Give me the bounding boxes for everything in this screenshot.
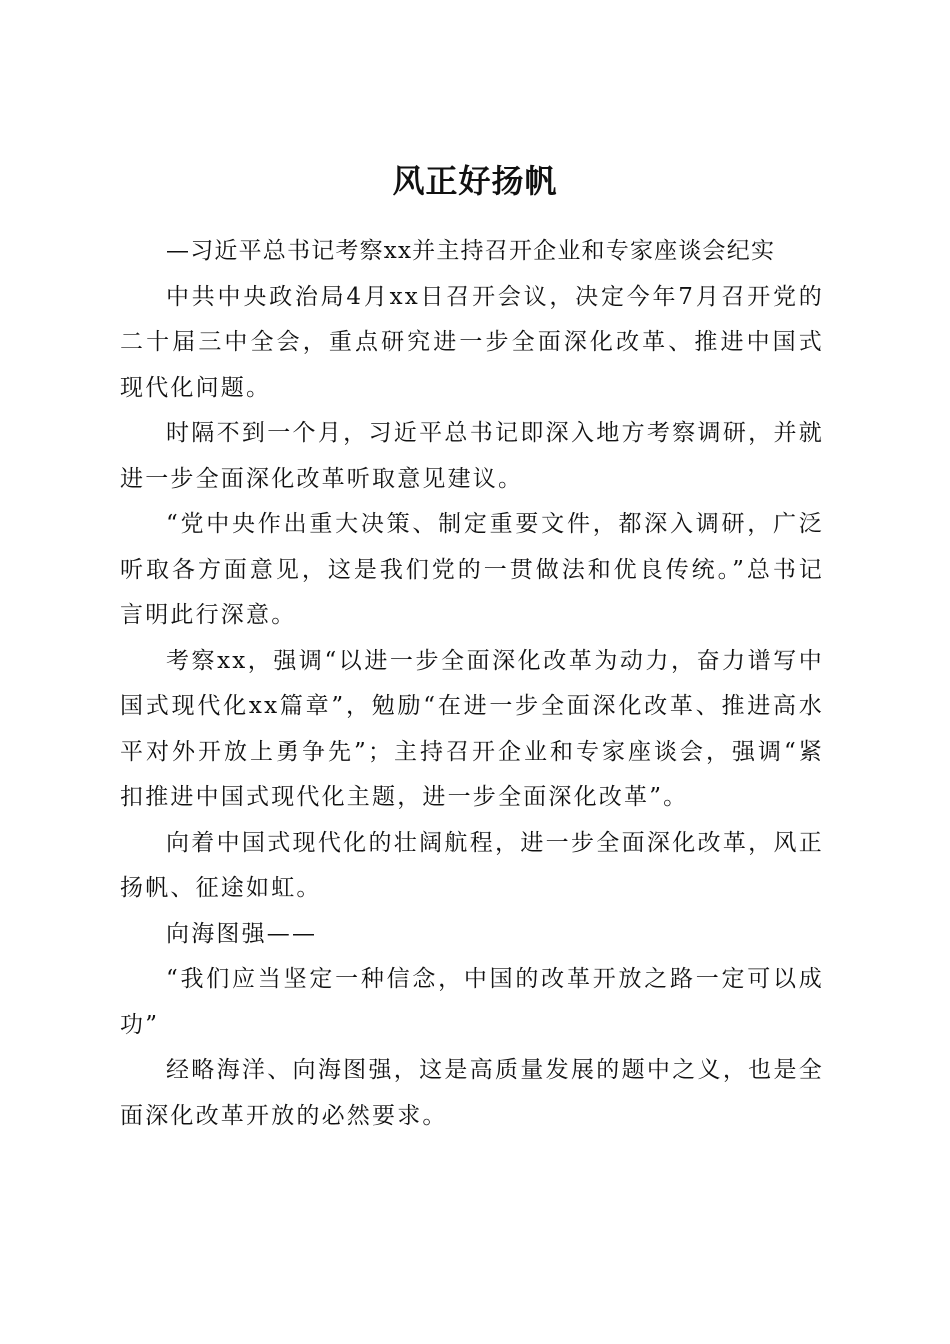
- body-paragraph: 考察xx，强调“以进一步全面深化改革为动力，奋力谱写中国式现代化xx篇章”，勉励“在进一步全面深化改革、推进高水平对外开放上勇争先”；主持召开企业和专家座谈会，强调“紧扣推进中国式现代化主题，进一步全面深化改革”。: [120, 647, 824, 810]
- document-body: [120, 229, 824, 1139]
- quote-paragraph: “我们应当坚定一种信念，中国的改革开放之路一定可以成功”: [120, 966, 824, 1038]
- body-paragraph: 时隔不到一个月，习近平总书记即深入地方考察调研，并就进一步全面深化改革听取意见建议。: [120, 420, 824, 492]
- body-paragraph: 经略海洋、向海图强，这是高质量发展的题中之义，也是全面深化改革开放的必然要求。: [120, 1057, 824, 1129]
- body-paragraph: “党中央作出重大决策、制定重要文件，都深入调研，广泛听取各方面意见，这是我们党的一贯做法和优良传统。”总书记言明此行深意。: [120, 511, 824, 628]
- document-title: 风正好扬帆: [392, 162, 558, 201]
- body-paragraph: 向着中国式现代化的壮阔航程，进一步全面深化改革，风正扬帆、征途如虹。: [120, 829, 824, 901]
- body-paragraph: 中共中央政治局4月xx日召开会议，决定今年7月召开党的二十届三中全会，重点研究进一步全面深化改革、推进中国式现代化问题。: [120, 283, 824, 401]
- section-heading: 向海图强——: [166, 920, 318, 947]
- subtitle-paragraph: —习近平总书记考察xx并主持召开企业和专家座谈会纪实: [166, 238, 776, 264]
